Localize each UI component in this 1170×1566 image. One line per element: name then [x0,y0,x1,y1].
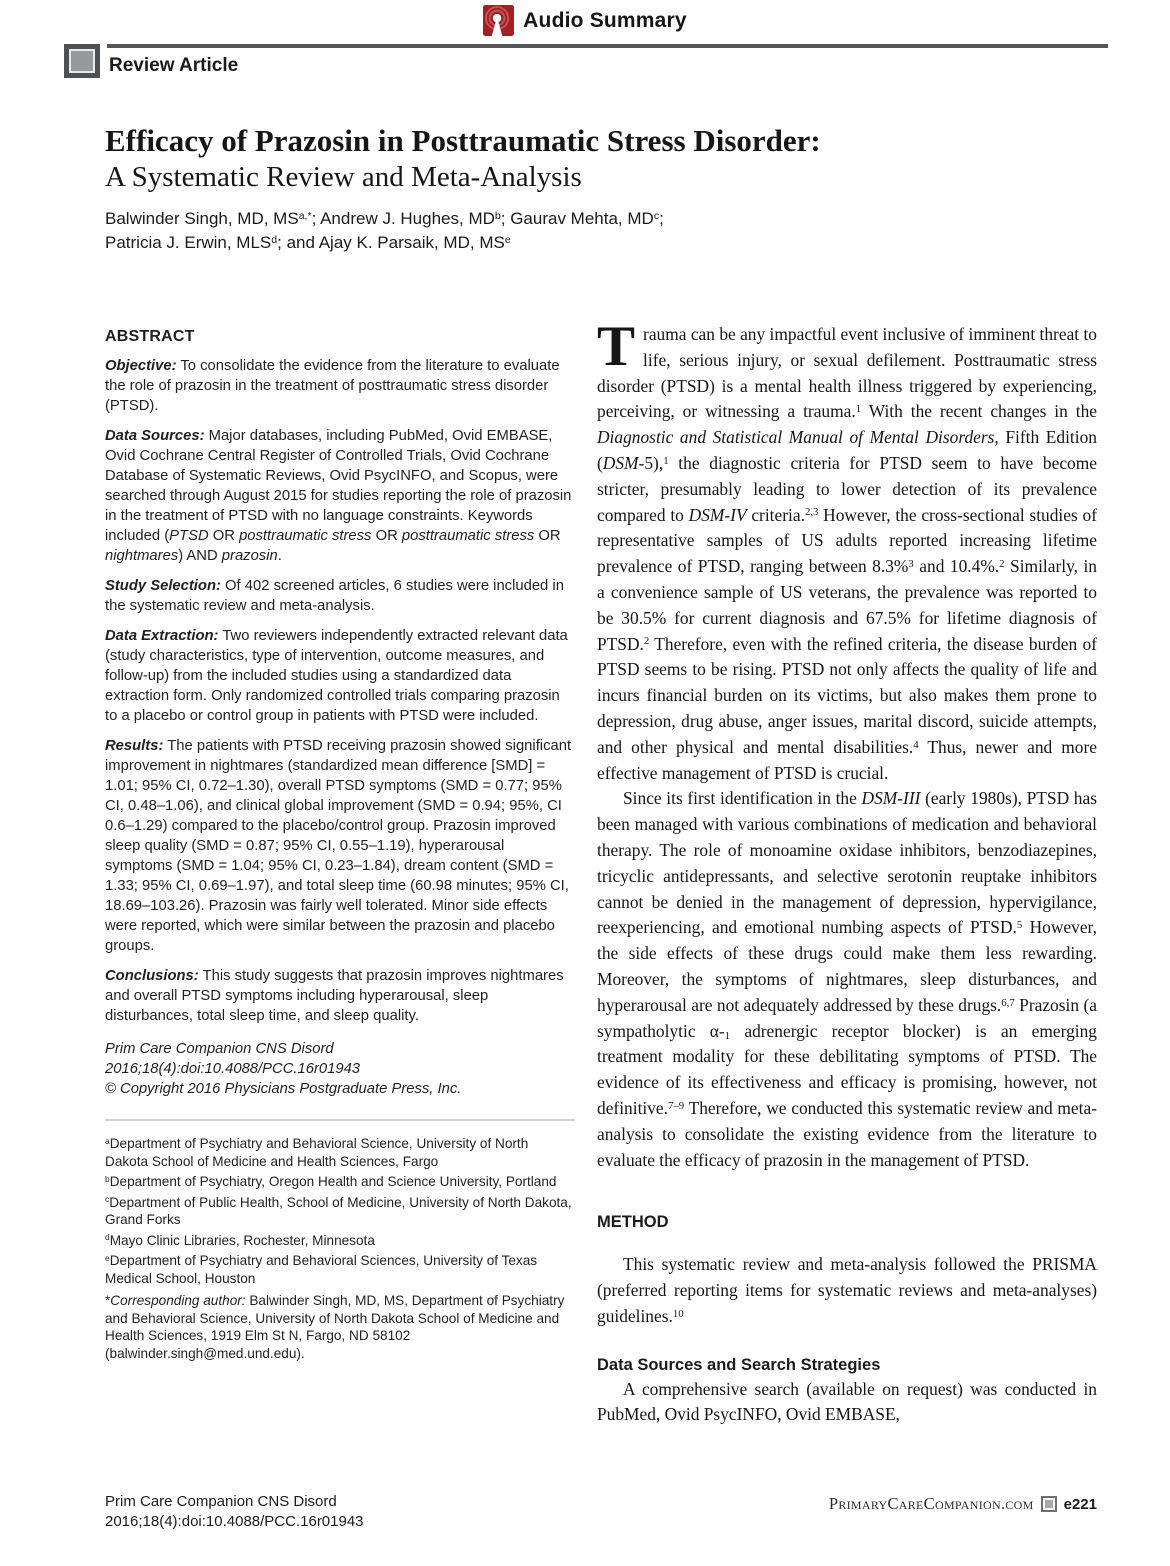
drop-cap: T [597,315,636,378]
affiliation-c: $^c$Department of Public Health, School of Medicine, University of North Dakota, Grand Forks [105,1194,572,1227]
abstract-paragraph-results: Results: The patients with PTSD receiving prazosin showed significant improvement in nightmares (standardized mean difference [SMD] = 1.01; 95% CI, 0.72–1.30), overall PTSD symptoms (SMD = 0.77; 95% CI, 0.48–1.06), and clinical global improvement (SMD = 0.94; 95%, CI 0.6–1.29) compared to the placebo/control group. Prazosin improved sleep quality (SMD = 0.87; 95% CI, 0.55–1.19), hyperarousal symptoms (SMD = 1.04; 95% CI, 0.23–1.84), dream content (SMD = 1.33; 95% CI, 0.69–1.97), and total sleep time (60.98 minutes; 95% CI, 18.69–103.26). Prazosin was fairly well tolerated. Minor side effects were reported, which were similar between the prazosin and placebo groups. [105,738,572,954]
affiliation-e: $^e$Department of Psychiatry and Behavioral Sciences, University of Texas Medical School, Houston [105,1252,538,1286]
article-subtitle: A Systematic Review and Meta-Analysis [105,161,582,193]
intro-paragraph-2: Since its first identification in the DSM-III (early 1980s), PTSD has been managed with various combinations of medication and behavioral therapy. The role of monoamine oxidase inhibitors, benzodiazepines, tricyclic antidepressants, and selective serotonin reuptake inhibitors cannot be denied in the management of depression, hypervigilance, reexperiencing, and emotional numbing aspects of PTSD.$^5$ However, the side effects of these drugs could make them less rewarding. Moreover, the symptoms of nightmares, sleep disturbances, and hyperarousal are not adequately addressed by these drugs.$^{6,7}$ Prazosin (a sympatholytic $\alpha-_1$ adrenergic receptor blocker) is an emerging treatment modality for these debilitating symptoms of PTSD. The evidence of its effectiveness and efficacy is promising, however, not definitive.$^{7-9}$ Therefore, we conducted this systematic review and meta-analysis to consolidate the existing evidence from the literature to evaluate the efficacy of prazosin in the management of PTSD. [597,788,1097,1170]
abstract-paragraph-data-extraction: Data Extraction: Two reviewers independently extracted relevant data (study characteristics, type of intervention, outcome measures, and follow-up) from the included studies using a standardized data extraction form. Only randomized controlled trials comparing prazosin to a placebo or control group in patients with PTSD were included. [105,628,568,724]
intro-paragraph-1 [597,315,1098,786]
affiliation-d: $^d$Mayo Clinic Libraries, Rochester, Minnesota [105,1232,375,1248]
author-line-2: Patricia J. Erwin, MLS$^d$; and Ajay K. Parsaik, MD, $MS^e$ [105,233,511,252]
main-text-column [597,315,1098,1428]
footer-site: PrimaryCareCompanion.com [828,1494,1034,1513]
affiliation-b: $^b$Department of Psychiatry, Oregon Health and Science University, Portland [105,1173,557,1189]
corresponding-author-note: *Corresponding author: Balwinder Singh, MD, MS, Department of Psychiatry and Behavioral Science, University of North Dakota School of Medicine and Health Sciences, 1919 Elm St N, Fargo, ND 58102 (balwinder.singh@med.und.edu). [105,1293,565,1361]
footer-doi: 2016;18(4):doi:10.4088/PCC.16r01943 [105,1513,364,1530]
footer-square-icon [1041,1496,1057,1512]
audio-summary-icon [483,5,514,36]
article-title: Efficacy of Prazosin in Posttraumatic Stress Disorder: [105,123,821,158]
affiliations [105,1135,575,1362]
data-sources-paragraph: A comprehensive search (available on request) was conducted in PubMed, Ovid PsycINFO, Ovid EMBASE, [597,1378,1097,1425]
abstract-paragraph-data-sources: Data Sources: Major databases, including PubMed, Ovid EMBASE, Ovid Cochrane Central Register of Controlled Trials, Ovid Cochrane Database of Systematic Reviews, Ovid PsycINFO, and Scopus, were searched through August 2015 for studies reporting the role of prazosin in the treatment of PTSD with no language constraints. Keywords included (PTSD OR posttraumatic stress OR posttraumatic stress OR nightmares) AND prazosin. [105,428,572,564]
citation-line-1: Prim Care Companion CNS Disord [105,1041,334,1057]
review-article-band [64,44,1108,78]
author-list [105,207,1100,255]
footer-site-block [829,1492,1097,1514]
data-sources-heading: Data Sources and Search Strategies [597,1355,881,1374]
footer-journal-name: Prim Care Companion CNS Disord [105,1493,337,1510]
abstract-heading: ABSTRACT [105,328,195,345]
footnote-divider [105,1119,575,1121]
citation-line-2: 2016;18(4):doi:10.4088/PCC.16r01943 [105,1061,361,1077]
journal-citation [105,1039,575,1099]
abstract-column [105,322,575,1428]
abstract-paragraph-conclusions: Conclusions: This study suggests that prazosin improves nightmares and overall PTSD symptoms including hyperarousal, sleep disturbances, total sleep time, and sleep quality. [105,968,564,1024]
page-footer [105,1492,1097,1532]
review-article-label: Review Article [109,55,239,76]
audio-summary-label: Audio Summary [523,8,687,32]
method-paragraph: This systematic review and meta-analysis followed the PRISMA (preferred reporting items for systematic reviews and meta-analyses) guidelines.$^{10}$ [597,1254,1097,1326]
article-body [105,315,1098,1428]
method-heading: METHOD [597,1213,669,1232]
author-line-1: Balwinder Singh, MD, $MS^{a,*}$; Andrew J. Hughes, $MD^b$; Gaurav Mehta, $MD^c$; [105,209,664,228]
abstract-paragraph-objective: Objective: To consolidate the evidence from the literature to evaluate the role of prazosin in the treatment of posttraumatic stress disorder (PTSD). [105,358,560,414]
review-article-icon [64,44,100,78]
title-block [105,122,1100,255]
abstract-paragraph-study-selection: Study Selection: Of 402 screened articles, 6 studies were included in the systematic review and meta-analysis. [105,578,564,614]
citation-line-3: © Copyright 2016 Physicians Postgraduate Press, Inc. [105,1081,462,1097]
affiliation-a: $^a$Department of Psychiatry and Behavioral Science, University of North Dakota School of Medicine and Health Sciences, Fargo [105,1135,529,1169]
footer-journal-block [105,1492,364,1532]
intro-paragraph-1-text: rauma can be any impactful event inclusive of imminent threat to life, serious injury, or sexual defilement. Posttraumatic stress disorder (PTSD) is a mental health illness triggered by experiencing, perceiving, or witnessing a trauma.$^1$ With the recent changes in the Diagnostic and Statistical Manual of Mental Disorders, Fifth Edition (DSM-5),$^1$ the diagnostic criteria for PTSD seem to have become stricter, presumably leading to lower detection of its prevalence compared to DSM-IV criteria.$^{2,3}$ However, the cross-sectional studies of representative samples of US adults reported increasing lifetime prevalence of PTSD, ranging between 8.3%$^3$ and 10.4%.$^2$ Similarly, in a convenience sample of US veterans, the prevalence was reported to be 30.5% for current diagnosis and 67.5% for lifetime diagnosis of PTSD.$^2$ Therefore, even with the refined criteria, the disease burden of PTSD seems to be rising. PTSD not only affects the quality of life and incurs financial burden on its victims, but also makes them prone to depression, drug abuse, anger issues, marital discord, suicide attempts, and other physical and mental disabilities.$^4$ Thus, newer and more effective management of PTSD is crucial. [597,324,1098,783]
footer-page-number: e221 [1063,1495,1097,1513]
audio-summary-header [0,5,1170,36]
